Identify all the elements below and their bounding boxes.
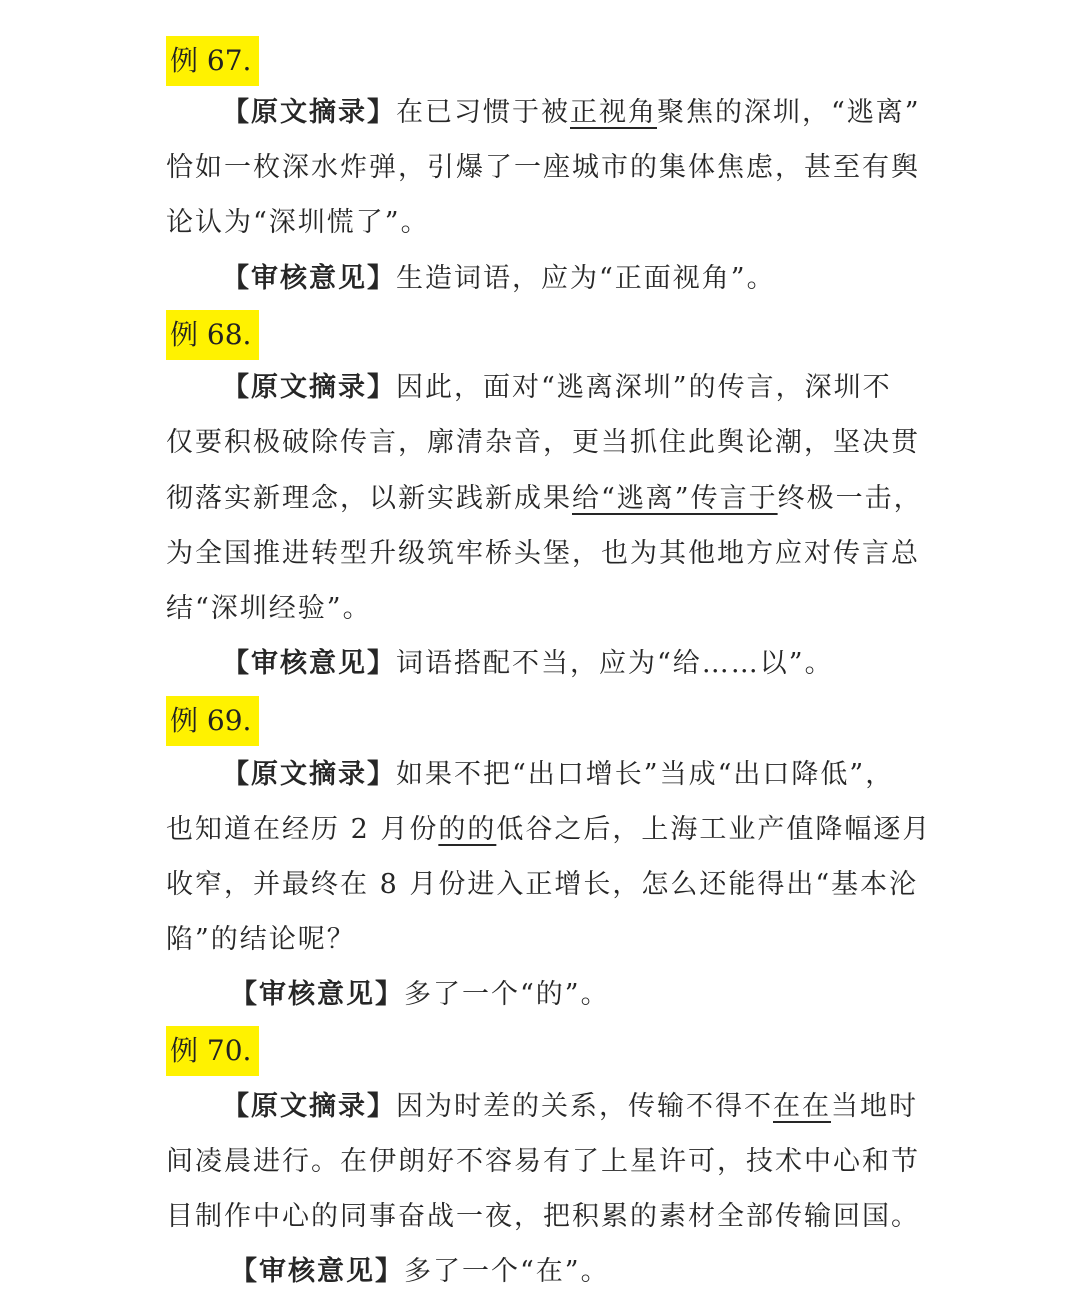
original-excerpt-line: 目制作中心的同事奋战一夜，把积累的素材全部传输回国。: [166, 1201, 920, 1232]
review-opinion-text: 词语搭配不当，应为“给……以”。: [396, 648, 834, 679]
original-excerpt-tag: 【原文摘录】: [222, 759, 396, 790]
review-opinion-tag: 【审核意见】: [222, 648, 396, 679]
review-opinion-tag: 【审核意见】: [230, 1256, 404, 1287]
original-excerpt-tag: 【原文摘录】: [222, 1091, 396, 1122]
original-excerpt-line: 为全国推进转型升级筑牢桥头堡，也为其他地方应对传言总: [166, 538, 920, 569]
original-excerpt-line: 也知道在经历 2 月份的的低谷之后，上海工业产值降幅逐月: [166, 814, 932, 845]
original-excerpt-line: 仅要积极破除传言，廓清杂音，更当抓住此舆论潮，坚决贯: [166, 427, 920, 458]
review-opinion-text: 多了一个“在”。: [404, 1256, 610, 1287]
original-excerpt-line: 【原文摘录】因为时差的关系，传输不得不在在当地时: [222, 1091, 918, 1122]
example-label: 例 67.: [166, 36, 259, 86]
original-excerpt-tag: 【原文摘录】: [222, 372, 396, 403]
review-opinion-text: 多了一个“的”。: [404, 979, 610, 1010]
review-opinion-line: [230, 1252, 610, 1292]
original-excerpt-line: 间凌晨进行。在伊朗好不容易有了上星许可，技术中心和节: [166, 1146, 920, 1177]
original-excerpt-line: 彻落实新理念，以新实践新成果给“逃离”传言于终极一击，: [166, 483, 923, 514]
original-excerpt-line: 【原文摘录】因此，面对“逃离深圳”的传言，深圳不: [222, 372, 892, 403]
original-excerpt-line: 【原文摘录】如果不把“出口增长”当成“出口降低”，: [222, 759, 895, 790]
original-excerpt-line: 结“深圳经验”。: [166, 593, 372, 624]
review-opinion-line: [222, 644, 834, 684]
original-excerpt-tag: 【原文摘录】: [222, 97, 396, 128]
review-opinion-tag: 【审核意见】: [222, 263, 396, 294]
example-label: 例 70.: [166, 1026, 259, 1076]
original-excerpt-line: 【原文摘录】在已习惯于被正视角聚焦的深圳，“逃离”: [222, 97, 921, 128]
underlined-error: 正视角: [570, 97, 657, 128]
review-opinion-line: [230, 975, 610, 1015]
original-excerpt-line: 收窄，并最终在 8 月份进入正增长，怎么还能得出“基本沦: [166, 869, 919, 900]
example-label: 例 69.: [166, 696, 259, 746]
original-excerpt-line: 论认为“深圳慌了”。: [166, 207, 430, 238]
original-excerpt-line: 陷”的结论呢？: [166, 924, 356, 955]
original-excerpt-line: 恰如一枚深水炸弹，引爆了一座城市的集体焦虑，甚至有舆: [166, 152, 920, 183]
underlined-error: 给“逃离”传言于: [572, 483, 778, 514]
underlined-error: 在在: [773, 1091, 831, 1122]
review-opinion-text: 生造词语，应为“正面视角”。: [396, 263, 776, 294]
example-label: 例 68.: [166, 310, 259, 360]
review-opinion-tag: 【审核意见】: [230, 979, 404, 1010]
underlined-error: 的的: [438, 814, 497, 845]
review-opinion-line: [222, 259, 776, 299]
